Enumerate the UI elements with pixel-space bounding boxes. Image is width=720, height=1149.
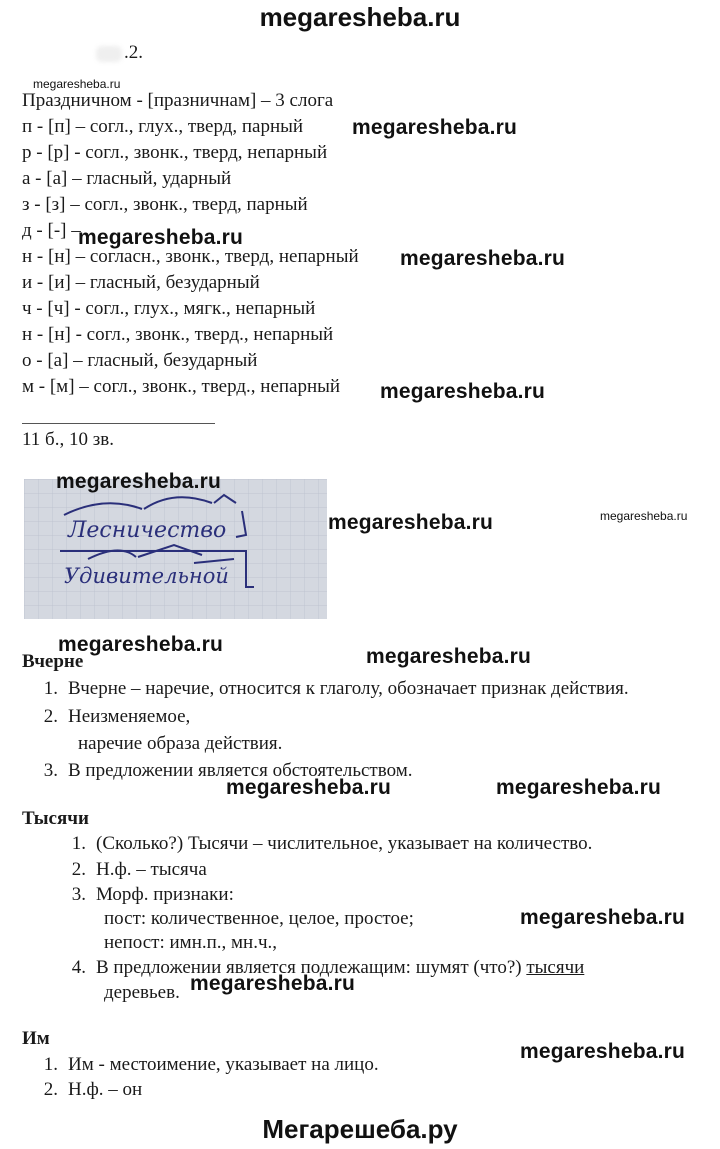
divider: [22, 423, 215, 424]
list-item: 1. Вчерне – наречие, относится к глаголу, обозначает признак действия.: [43, 678, 629, 699]
handwritten-word-1: Лесничество: [68, 518, 227, 543]
watermark: megaresheba.ru: [78, 226, 244, 249]
section-heading-im: Им: [22, 1028, 50, 1049]
phonetic-title: Праздничном - [празничнам] – 3 слога: [22, 90, 334, 111]
phonetic-summary: 11 б., 10 зв.: [22, 429, 114, 450]
list-item: 3. В предложении является обстоятельством.: [43, 760, 413, 781]
watermark: megaresheba.ru: [496, 776, 662, 799]
blurred-number: [96, 46, 122, 62]
handwriting-photo: [24, 479, 327, 619]
phonetic-line: ч - [ч] - согл., глух., мягк., непарный: [22, 298, 316, 319]
watermark-small: megaresheba.ru: [600, 509, 688, 523]
phonetic-line: н - [н] – согласн., звонк., тверд, непарный: [22, 246, 359, 267]
watermark: megaresheba.ru: [226, 776, 392, 799]
phonetic-line: о - [а] – гласный, безударный: [22, 350, 258, 371]
watermark: megaresheba.ru: [380, 380, 546, 403]
phonetic-line: и - [и] – гласный, безударный: [22, 272, 260, 293]
site-footer[interactable]: Мегарешеба.ру: [262, 1114, 458, 1144]
underlined-word: тысячи: [526, 957, 585, 978]
phonetic-line: з - [з] – согл., звонк., тверд, парный: [22, 194, 308, 215]
list-item: 1. Им - местоимение, указывает на лицо.: [43, 1054, 379, 1075]
list-item-continuation: наречие образа действия.: [78, 733, 283, 754]
task-number: .2.: [96, 40, 143, 66]
phonetic-line: а - [а] – гласный, ударный: [22, 168, 232, 189]
watermark: megaresheba.ru: [366, 645, 532, 668]
list-item-continuation: непост: имн.п., мн.ч.,: [104, 932, 278, 953]
site-header[interactable]: megaresheba.ru: [259, 2, 461, 32]
list-item-continuation: деревьев.: [104, 982, 180, 1003]
phonetic-line: м - [м] – согл., звонк., тверд., непарный: [22, 376, 341, 397]
list-item: 3. Морф. признаки:: [71, 884, 234, 905]
list-item: 2. Н.ф. – он: [43, 1079, 143, 1100]
list-item-continuation: пост: количественное, целое, простое;: [104, 908, 414, 929]
phonetic-line: н - [н] - согл., звонк., тверд., непарный: [22, 324, 334, 345]
watermark: megaresheba.ru: [58, 633, 224, 656]
list-item: 2. Неизменяемое,: [43, 706, 191, 727]
morpheme-diagram: [24, 479, 327, 619]
watermark: megaresheba.ru: [520, 906, 686, 929]
phonetic-line: р - [р] - согл., звонк., тверд, непарный: [22, 142, 328, 163]
list-item: 1. (Сколько?) Тысячи – числительное, указывает на количество.: [71, 833, 593, 854]
section-heading-tysyachi: Тысячи: [22, 808, 89, 829]
watermark: megaresheba.ru: [400, 247, 566, 270]
watermark-small: megaresheba.ru: [33, 77, 121, 91]
watermark: megaresheba.ru: [520, 1040, 686, 1063]
section-heading-vcherne: Вчерне: [22, 651, 84, 672]
list-item: 2. Н.ф. – тысяча: [71, 859, 207, 880]
handwritten-word-2: Удивительной: [64, 564, 229, 588]
watermark: megaresheba.ru: [190, 972, 356, 995]
phonetic-line: п - [п] – согл., глух., тверд, парный: [22, 116, 304, 137]
list-item: 4. В предложении является подлежащим: шумят (что?) тысячи: [71, 957, 585, 978]
watermark: megaresheba.ru: [328, 511, 494, 534]
watermark: megaresheba.ru: [352, 116, 518, 139]
watermark: megaresheba.ru: [56, 470, 222, 493]
phonetic-line: д - [-] –: [22, 220, 81, 241]
